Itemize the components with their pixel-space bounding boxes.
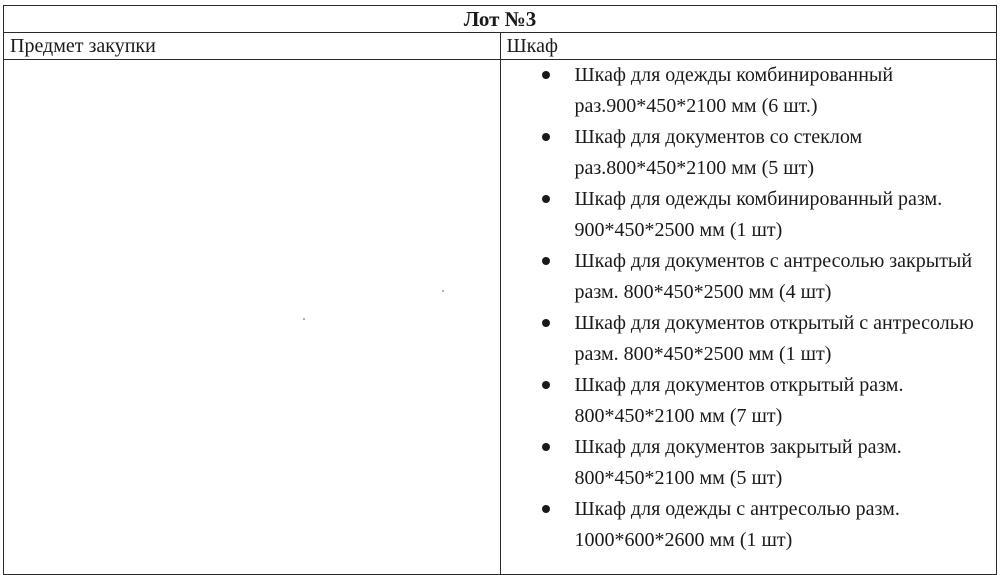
item-line-1: Шкаф для документов с антресолью закрытый xyxy=(574,250,973,273)
bullet-icon xyxy=(542,195,550,203)
item-line-1: Шкаф для документов со стеклом xyxy=(574,126,863,149)
bullet-icon xyxy=(542,443,550,451)
bullet-icon xyxy=(542,319,550,327)
scan-speck xyxy=(303,318,305,320)
item-line-1: Шкаф для одежды с антресолью разм. xyxy=(574,498,900,521)
list-item xyxy=(501,184,997,246)
lot-title: Лот №3 xyxy=(4,6,997,33)
bullet-icon xyxy=(542,257,550,265)
list-item xyxy=(501,308,997,370)
item-line-1: Шкаф для документов открытый с антресолью xyxy=(574,312,974,335)
item-line-1: Шкаф для документов открытый разм. xyxy=(574,374,904,397)
item-line-2: 1000*600*2600 мм (1 шт) xyxy=(574,529,793,552)
list-item xyxy=(501,122,997,184)
items-cell xyxy=(500,60,997,575)
list-item xyxy=(501,370,997,432)
scan-speck xyxy=(442,290,444,292)
item-line-2: 800*450*2100 мм (5 шт) xyxy=(574,467,783,490)
item-line-1: Шкаф для одежды комбинированный разм. xyxy=(574,188,943,211)
list-item xyxy=(501,432,997,494)
empty-left-cell xyxy=(4,60,501,575)
item-line-1: Шкаф для одежды комбинированный xyxy=(574,64,894,87)
item-line-2: раз.900*450*2100 мм (6 шт.) xyxy=(574,95,818,118)
bullet-icon xyxy=(542,71,550,79)
item-line-2: раз.800*450*2100 мм (5 шт) xyxy=(574,157,815,180)
bullet-icon xyxy=(542,381,550,389)
item-list xyxy=(501,60,997,556)
item-line-1: Шкаф для документов закрытый разм. xyxy=(574,436,902,459)
title-row xyxy=(4,6,997,33)
item-line-2: 900*450*2500 мм (1 шт) xyxy=(574,219,783,242)
item-line-2: 800*450*2100 мм (7 шт) xyxy=(574,405,783,428)
items-row xyxy=(4,60,997,575)
subject-label: Предмет закупки xyxy=(4,33,501,60)
bullet-icon xyxy=(542,133,550,141)
list-item xyxy=(501,60,997,122)
subject-row xyxy=(4,33,997,60)
item-line-2: разм. 800*450*2500 мм (1 шт) xyxy=(574,343,832,366)
bullet-icon xyxy=(542,505,550,513)
item-line-2: разм. 800*450*2500 мм (4 шт) xyxy=(574,281,832,304)
list-item xyxy=(501,246,997,308)
list-item xyxy=(501,494,997,556)
subject-value: Шкаф xyxy=(500,33,997,60)
lot-table xyxy=(3,5,997,575)
